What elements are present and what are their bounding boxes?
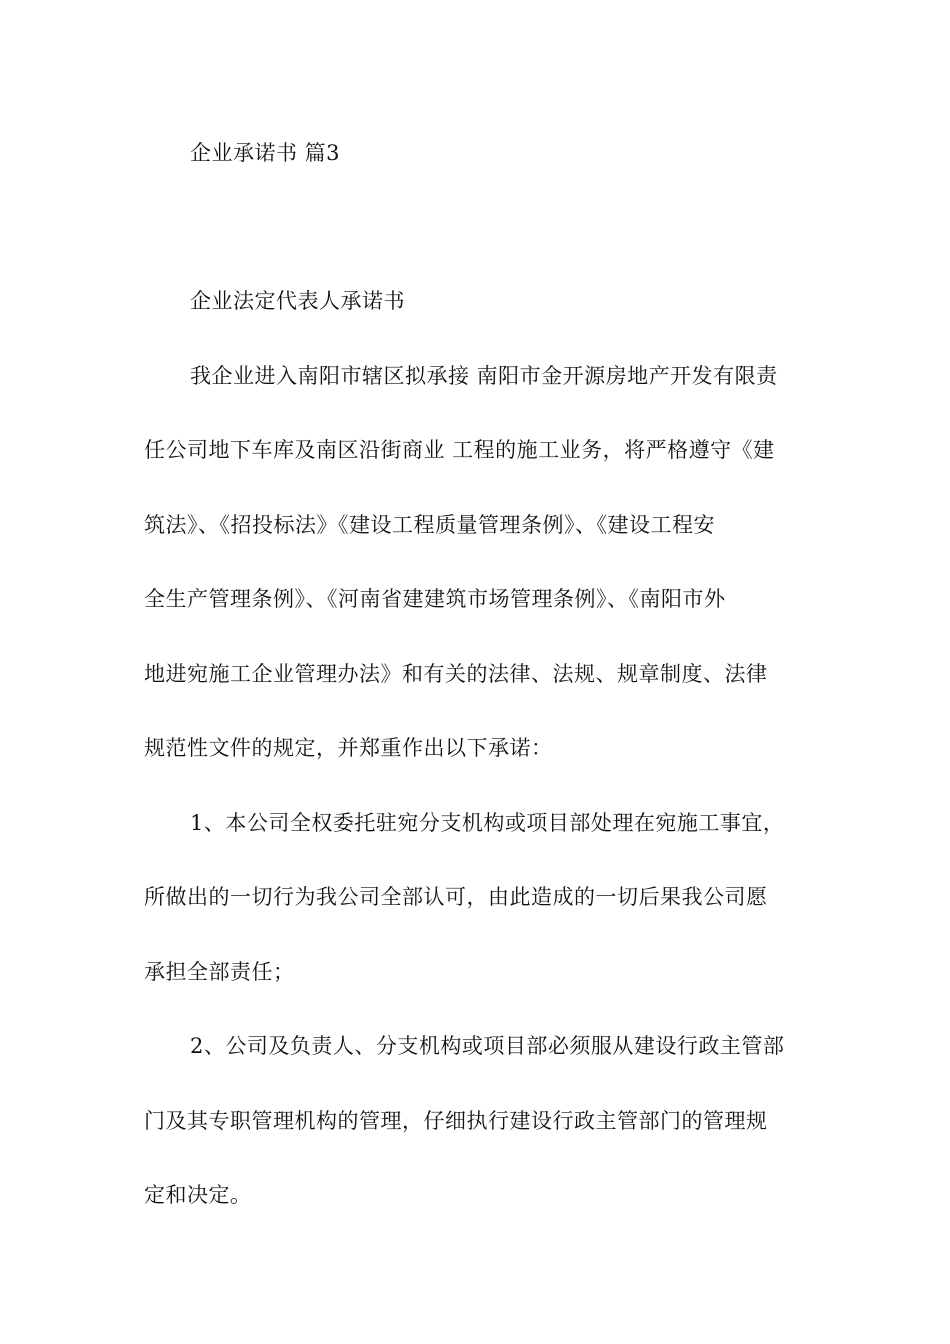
paragraph-line: 所做出的一切行为我公司全部认可，由此造成的一切后果我公司愿 xyxy=(144,885,768,909)
paragraph-line: 规范性文件的规定，并郑重作出以下承诺： xyxy=(144,736,553,760)
paragraph-line: 我企业进入南阳市辖区拟承接 南阳市金开源房地产开发有限责 xyxy=(190,364,778,388)
paragraph-line: 筑法》、《招投标法》《建设工程质量管理条例》、《建设工程安 xyxy=(144,513,715,537)
paragraph-line: 2、公司及负责人、分支机构或项目部必须服从建设行政主管部 xyxy=(190,1034,785,1058)
paragraph-line: 全生产管理条例》、《河南省建建筑市场管理条例》、《南阳市外 xyxy=(144,587,726,611)
paragraph-line: 承担全部责任； xyxy=(144,960,295,984)
document-title: 企业承诺书 篇3 xyxy=(190,141,341,165)
paragraph-line: 地进宛施工企业管理办法》和有关的法律、法规、规章制度、法律 xyxy=(144,662,768,686)
paragraph-line: 门及其专职管理机构的管理，仔细执行建设行政主管部门的管理规 xyxy=(144,1109,768,1133)
document-subtitle: 企业法定代表人承诺书 xyxy=(190,289,405,313)
paragraph-line: 任公司地下车库及南区沿街商业 工程的施工业务，将严格遵守《建 xyxy=(144,438,775,462)
paragraph-line: 定和决定。 xyxy=(144,1183,252,1207)
paragraph-line: 1、本公司全权委托驻宛分支机构或项目部处理在宛施工事宜， xyxy=(190,811,785,835)
